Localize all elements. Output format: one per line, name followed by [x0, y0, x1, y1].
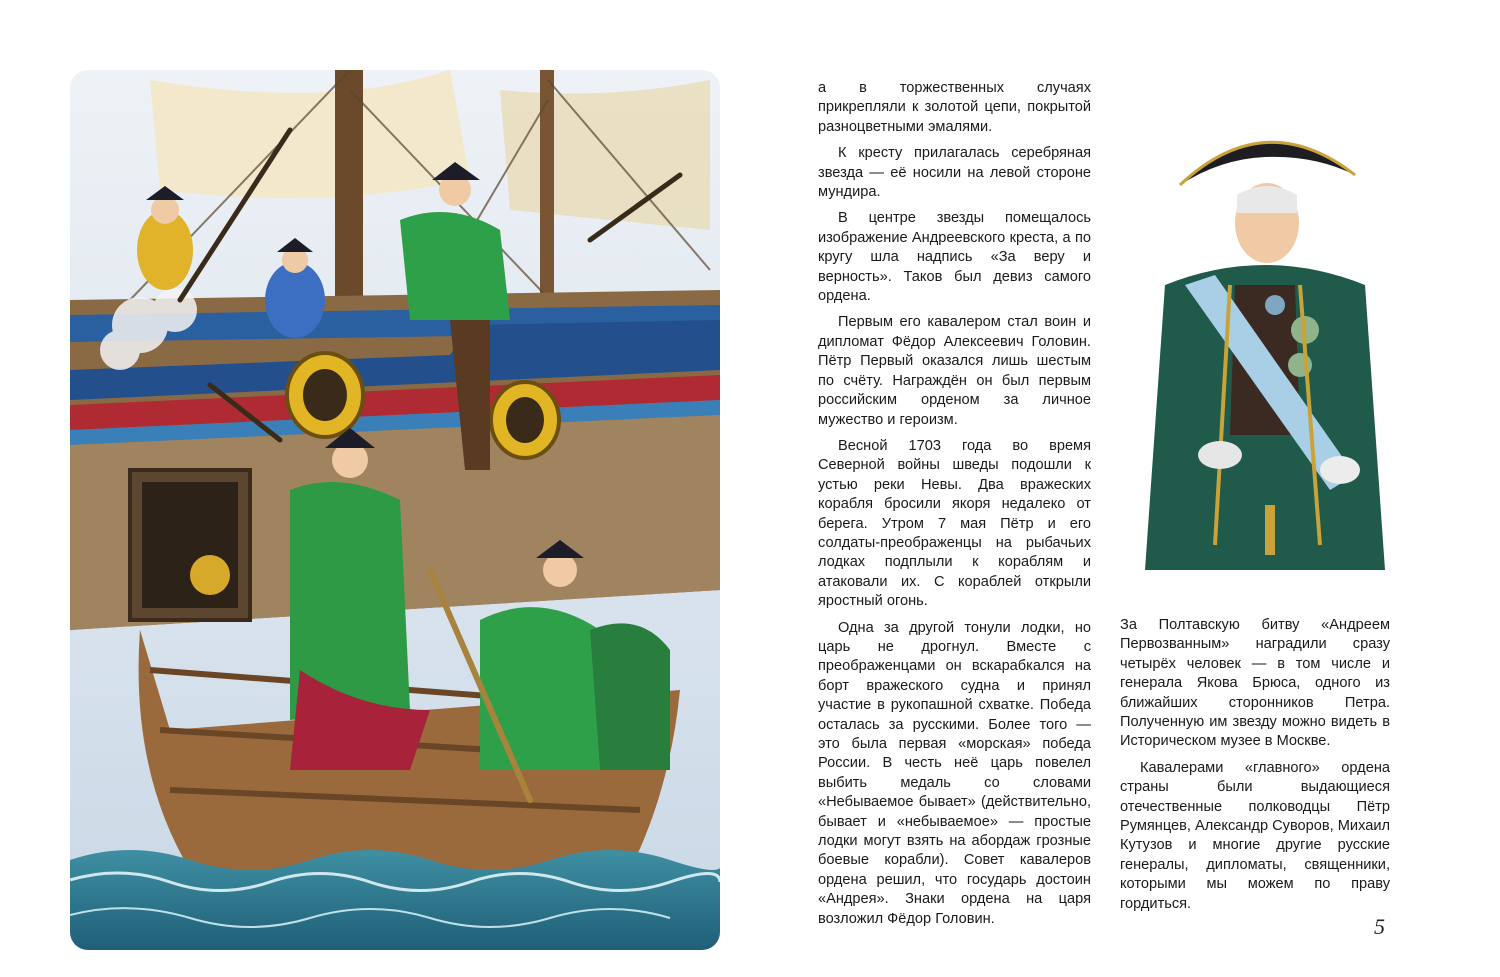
battle-illustration [70, 70, 720, 950]
main-paragraph: Одна за другой тонули лодки, но царь не дрогнул. Вместе с преображенцами он вскарабкался на борт вражеского судна и принял участие в рукопашной схватке. Победа осталась за русскими. Более того — это была первая «морская» победа России. В честь неё царь повелел выбить медаль со словами «Небываемое бывает» (действительно, бывает и «небываемое» — простые лодки могут взять на абордаж грозные боевые корабли). Совет кавалеров ордена решил, что государь достоин «Андрея». Знаки ордена на царя возложил Фёдор Головин. [818, 619, 1091, 927]
general-portrait-image [1125, 115, 1405, 570]
main-text-column [818, 79, 1091, 936]
portrait-illustration [1125, 115, 1405, 570]
main-paragraph: К кресту прилагалась серебряная звезда — её носили на левой стороне мундира. [818, 145, 1091, 201]
main-paragraph: Первым его кавалером стал воин и дипломат Фёдор Алексеевич Головин. Пётр Первый оказался лишь шестым по счёту. Награждён он был первым российским орденом за личное мужество и героизм. [818, 314, 1091, 428]
main-paragraph: В центре звезды помещалось изображение Андреевского креста, а по кругу шла надпись «За веру и верность». Таков был девиз самого ордена. [818, 210, 1091, 305]
page-number: 5 [1374, 914, 1385, 939]
main-paragraph: а в торжественных случаях прикрепляли к золотой цепи, покрытой разноцветными эмалями. [818, 80, 1091, 135]
side-paragraph: Кавалерами «главного» ордена страны были выдающиеся отечественные полководцы Пётр Румянцев, Александр Суворов, Михаил Кутузов и многие другие русские генералы, дипломаты, священники, которыми мы можем по праву гордиться. [1120, 759, 1390, 912]
side-paragraph: За Полтавскую битву «Андреем Первозванным» наградили сразу четырёх человек — в том числе и генерала Якова Брюса, одного из ближайших сторонников Петра. Полученную им звезду можно видеть в Историческом музее в Москве. [1120, 617, 1390, 750]
battle-scene-image [70, 70, 720, 950]
side-text-column [1120, 616, 1390, 921]
main-paragraph: Весной 1703 года во время Северной войны шведы подошли к устью реки Невы. Два вражеских корабля бросили якоря недалеко от берега. Утром 7 мая Пётр и его солдаты-преображенцы на рыбачьих лодках подплыли к кораблям и атаковали их. С кораблей открыли яростный огонь. [818, 437, 1091, 610]
